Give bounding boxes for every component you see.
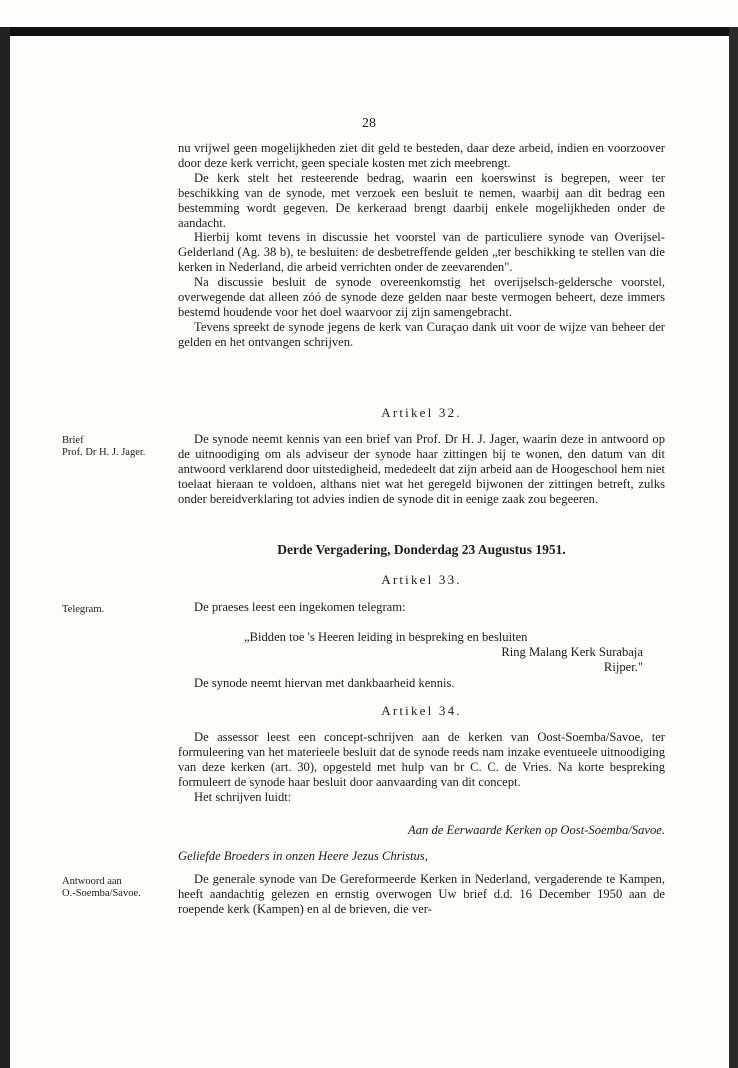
paragraph: nu vrijwel geen mogelijkheden ziet dit geld te besteden, daar deze arbeid, indien en voorzoover door deze kerk verricht, geen speciale kosten met zich meebrengt.: [178, 141, 665, 170]
margin-note-telegram: Telegram.: [62, 604, 105, 615]
paragraph: De praeses leest een ingekomen telegram:: [194, 600, 406, 614]
paragraph: Het schrijven luidt:: [194, 789, 292, 804]
article-32-body: [178, 432, 665, 507]
letter-body: [178, 872, 665, 917]
margin-note-line: Brief: [62, 435, 84, 446]
margin-note-line: O.-Soemba/Savoe.: [62, 888, 141, 899]
paragraph: Tevens spreekt de synode jegens de kerk van Curaçao dank uit voor de wijze van beheer der gelden en het ontvangen schrijven.: [178, 319, 665, 349]
article-34-heading: Artikel 34.: [381, 703, 462, 718]
article-32-heading: Artikel 32.: [381, 405, 462, 420]
paragraph: De synode neemt hiervan met dankbaarheid kennis.: [194, 676, 455, 690]
paragraph: De synode neemt kennis van een brief van Prof. Dr H. J. Jager, waarin deze in antwoord op de uitnoodiging om als adviseur der synode haar zittingen bij te wonen, den datum van dit antwoord verklarend door uitstedigheid, mededeelt dat zijn arbeid aan de Hoogeschool hem niet toelaat hieraan te voldoen, althans niet wat het geregeld bijwonen der zittingen betreft, zulks onder bereidverklaring tot advies indien de synode dit in eenige zaak zou begeeren.: [178, 432, 665, 506]
telegram-line: „Bidden toe 's Heeren leiding in bespreking en besluiten: [244, 630, 528, 644]
article-33-closing: [178, 676, 665, 691]
margin-note-line: Prof. Dr H. J. Jager.: [62, 447, 146, 458]
paragraph: Na discussie besluit de synode overeenkomstig het overijselsch-geldersche voorstel, overwegende dat alleen zóó de synode deze gelden naar beste vermogen beheert, deze immers bestemd houdende voor het doel waarvoor zij zijn samengebracht.: [178, 275, 665, 319]
margin-note-line: Antwoord aan: [62, 876, 122, 887]
scan-left-border: [0, 27, 10, 1068]
margin-note-brief: [62, 435, 172, 459]
telegram-line: Ring Malang Kerk Surabaja: [501, 644, 643, 659]
scan-top-border: [0, 27, 738, 36]
paragraph: De generale synode van De Gereformeerde Kerken in Nederland, vergaderende te Kampen, heeft aandachtig gelezen en ernstig overwogen Uw brief d.d. 16 December 1950 aan de roepende kerk (Kampen) en al de brieven, die ver-: [178, 872, 665, 916]
meeting-heading: Derde Vergadering, Donderdag 23 Augustus 1951.: [277, 542, 566, 557]
article-34-body: [178, 730, 665, 805]
article-33-intro: [178, 600, 665, 615]
telegram-line: Rijper.": [603, 659, 643, 674]
scan-right-border: [729, 27, 738, 1068]
letter-address: Aan de Eerwaarde Kerken op Oost-Soemba/Savoe.: [408, 823, 665, 837]
paragraph: Hierbij komt tevens in discussie het voorstel van de particuliere synode van Overijsel-Gelderland (Ag. 38 b), te besluiten: de desbetreffende gelden „ter beschikking te stellen van die kerken in Nederland, die arbeid verrichten onder de zeevarenden".: [178, 230, 665, 275]
paragraph: De kerk stelt het resteerende bedrag, waarin een koerswinst is begrepen, weer ter beschikking van de synode, met verzoek een besluit te nemen, waarbij aan dit bedrag een bestemming wordt gegeven. De kerkeraad brengt daarbij enkele mogelijkheden onder de aandacht.: [178, 170, 665, 230]
top-text-block: [178, 141, 665, 350]
page-number: 28: [362, 116, 376, 131]
margin-note-antwoord: [62, 876, 172, 900]
article-33-heading: Artikel 33.: [381, 572, 462, 587]
telegram-text: [178, 630, 665, 675]
letter-salutation: Geliefde Broeders in onzen Heere Jezus Christus,: [178, 849, 428, 863]
paragraph: De assessor leest een concept-schrijven aan de kerken van Oost-Soemba/Savoe, ter formuleering van het materieele besluit dat de synode reeds nam inzake eventueele uitnoodiging van deze kerken (art. 30), opgesteld met hulp van br C. C. de Vries. Na korte bespreking formuleert de synode haar besluit door aanvaarding van dit concept.: [178, 730, 665, 789]
